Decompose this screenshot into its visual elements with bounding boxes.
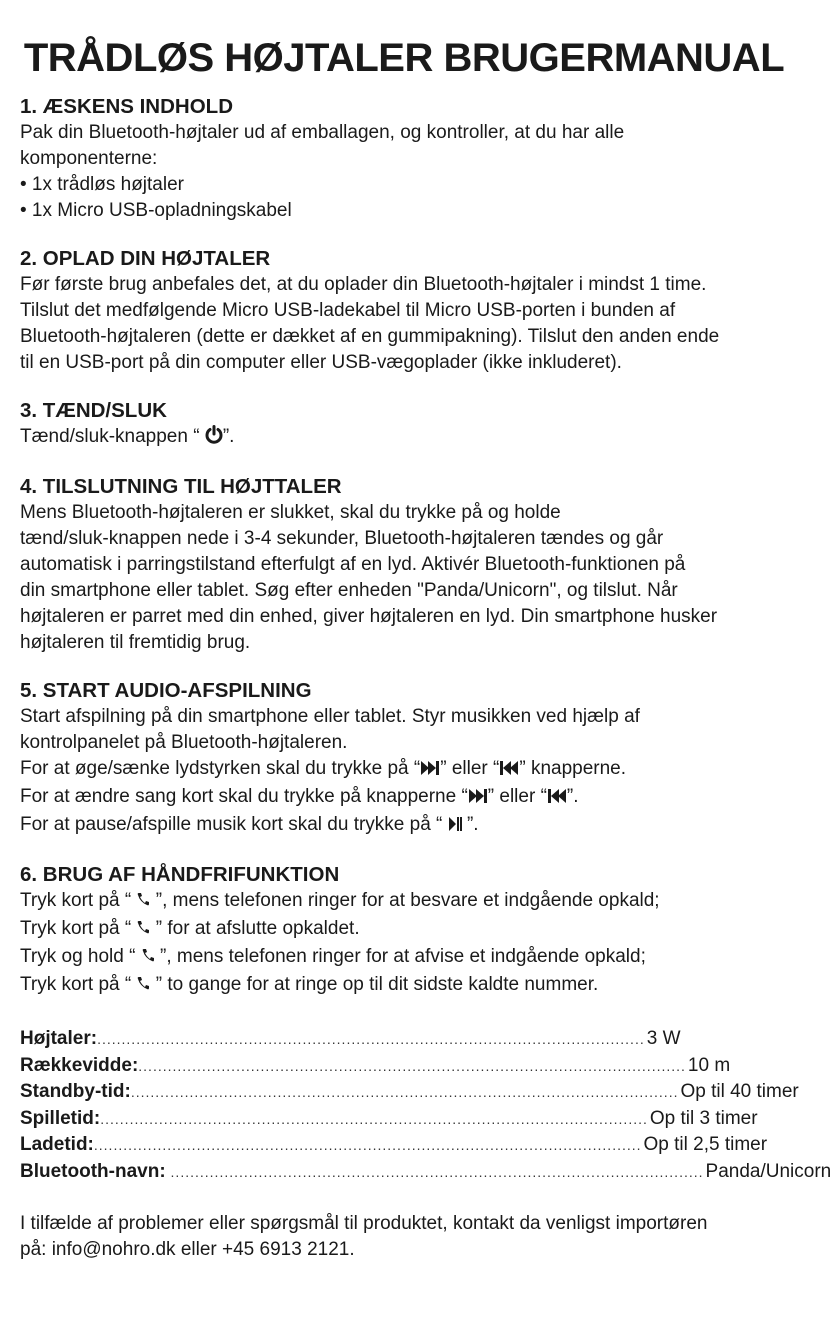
text-line: tænd/sluk-knappen nede i 3-4 sekunder, Bluetooth-højtaleren tændes og går bbox=[20, 528, 664, 549]
text-line: For at ændre sang kort skal du trykke på knapperne “ ” eller “ ”. bbox=[20, 784, 788, 812]
list-item: • 1x Micro USB-opladningskabel bbox=[20, 200, 292, 221]
section-charge bbox=[20, 246, 788, 376]
spec-list bbox=[20, 1026, 831, 1185]
spec-row bbox=[20, 1132, 768, 1159]
spec-value: Op til 2,5 timer bbox=[643, 1134, 768, 1155]
spec-row bbox=[20, 1106, 758, 1133]
phone-icon bbox=[136, 974, 150, 1000]
text-line: Mens Bluetooth-højtaleren er slukket, skal du trykke på og holde bbox=[20, 502, 561, 523]
text-line: til en USB-port på din computer eller USB-vægoplader (ikke inkluderet). bbox=[20, 352, 622, 373]
previous-track-icon bbox=[547, 786, 567, 812]
text-line: Tryk kort på “ ” for at afslutte opkaldet. bbox=[20, 916, 788, 944]
section-handsfree bbox=[20, 862, 788, 1000]
section-heading: 5. START AUDIO-AFSPILNING bbox=[20, 679, 312, 702]
text-line: din smartphone eller tablet. Søg efter enheden "Panda/Unicorn", og tilslut. Når bbox=[20, 580, 678, 601]
section-heading: 2. OPLAD DIN HØJTALER bbox=[20, 247, 271, 270]
spec-value: Op til 40 timer bbox=[680, 1081, 799, 1102]
text-line: I tilfælde af problemer eller spørgsmål til produktet, kontakt da venligst importøren bbox=[20, 1213, 708, 1234]
section-heading: 1. ÆSKENS INDHOLD bbox=[20, 95, 233, 118]
spec-label: Ladetid: bbox=[20, 1134, 94, 1155]
leader-dots: ................................................................................................................ bbox=[97, 1031, 645, 1047]
leader-dots: ................................................................................................................ bbox=[130, 1084, 679, 1100]
text-line: Bluetooth-højtaleren (dette er dækket af en gummipakning). Tilslut den anden ende bbox=[20, 326, 720, 347]
spec-row bbox=[20, 1159, 831, 1186]
next-track-icon bbox=[468, 786, 488, 812]
leader-dots: ................................................................................................................ bbox=[100, 1110, 648, 1127]
leader-dots: ............................................................................................................. bbox=[165, 1163, 704, 1180]
text-line: Tænd/sluk-knappen “ ”. bbox=[20, 424, 788, 452]
text-line: Tilslut det medfølgende Micro USB-ladekabel til Micro USB-porten i bunden af bbox=[20, 300, 676, 321]
spec-value: 10 m bbox=[687, 1054, 731, 1076]
text-line: Tryk og hold “ ”, mens telefonen ringer for at afvise et indgående opkald; bbox=[20, 944, 788, 972]
leader-dots: ................................................................................................................ bbox=[138, 1057, 686, 1074]
spec-label: Bluetooth-navn: bbox=[20, 1160, 166, 1182]
page-title: TRÅDLØS HØJTALER BRUGERMANUAL bbox=[23, 36, 785, 80]
spec-label: Rækkevidde: bbox=[20, 1054, 139, 1076]
text-line: kontrolpanelet på Bluetooth-højtaleren. bbox=[20, 732, 348, 753]
text-line: Pak din Bluetooth-højtaler ud af emballagen, og kontroller, at du har alle bbox=[20, 122, 625, 143]
phone-icon bbox=[136, 890, 150, 916]
spec-row bbox=[20, 1053, 731, 1080]
text-line: højtaleren til fremtidig brug. bbox=[20, 632, 251, 653]
spec-value: Panda/Unicorn bbox=[705, 1160, 831, 1182]
phone-icon bbox=[136, 918, 150, 944]
list-item: • 1x trådløs højtaler bbox=[20, 174, 184, 195]
section-heading: 4. TILSLUTNING TIL HØJTTALER bbox=[20, 475, 342, 498]
spec-row bbox=[20, 1026, 681, 1053]
text-line: Før første brug anbefales det, at du oplader din Bluetooth-højtaler i mindst 1 time. bbox=[20, 274, 707, 295]
text-line: automatisk i parringstilstand efterfulgt af en lyd. Aktivér Bluetooth-funktionen på bbox=[20, 554, 686, 575]
spec-row bbox=[20, 1079, 799, 1106]
previous-track-icon bbox=[499, 758, 519, 784]
text-line: For at pause/afspille musik kort skal du trykke på “ ”. bbox=[20, 812, 788, 840]
contact-note bbox=[20, 1211, 788, 1263]
text-line: For at øge/sænke lydstyrken skal du trykke på “ ” eller “ ” knapperne. bbox=[20, 756, 788, 784]
section-box-contents bbox=[20, 94, 788, 224]
text-line: Tryk kort på “ ” to gange for at ringe op til dit sidste kaldte nummer. bbox=[20, 972, 788, 1000]
section-audio bbox=[20, 678, 788, 840]
play-pause-icon bbox=[448, 814, 462, 840]
spec-label: Standby-tid: bbox=[20, 1081, 131, 1102]
section-heading: 6. BRUG AF HÅNDFRIFUNKTION bbox=[20, 863, 340, 886]
text-line: komponenterne: bbox=[20, 148, 158, 169]
text-line: Start afspilning på din smartphone eller tablet. Styr musikken ved hjælp af bbox=[20, 706, 640, 727]
phone-icon bbox=[141, 946, 155, 972]
power-icon bbox=[205, 425, 223, 452]
section-heading: 3. TÆND/SLUK bbox=[20, 399, 167, 422]
spec-label: Spilletid: bbox=[20, 1107, 101, 1129]
spec-value: 3 W bbox=[646, 1028, 681, 1049]
contact-details: på: info@nohro.dk eller +45 6913 2121. bbox=[20, 1239, 355, 1260]
leader-dots: ................................................................................................................ bbox=[93, 1137, 642, 1153]
spec-value: Op til 3 timer bbox=[649, 1107, 758, 1129]
text-line: Tryk kort på “ ”, mens telefonen ringer for at besvare et indgående opkald; bbox=[20, 888, 788, 916]
text-line: højtaleren er parret med din enhed, giver højtaleren en lyd. Din smartphone husker bbox=[20, 606, 718, 627]
spec-label: Højtaler: bbox=[20, 1028, 98, 1049]
next-track-icon bbox=[420, 758, 440, 784]
section-power bbox=[20, 398, 788, 452]
section-pairing bbox=[20, 474, 788, 656]
